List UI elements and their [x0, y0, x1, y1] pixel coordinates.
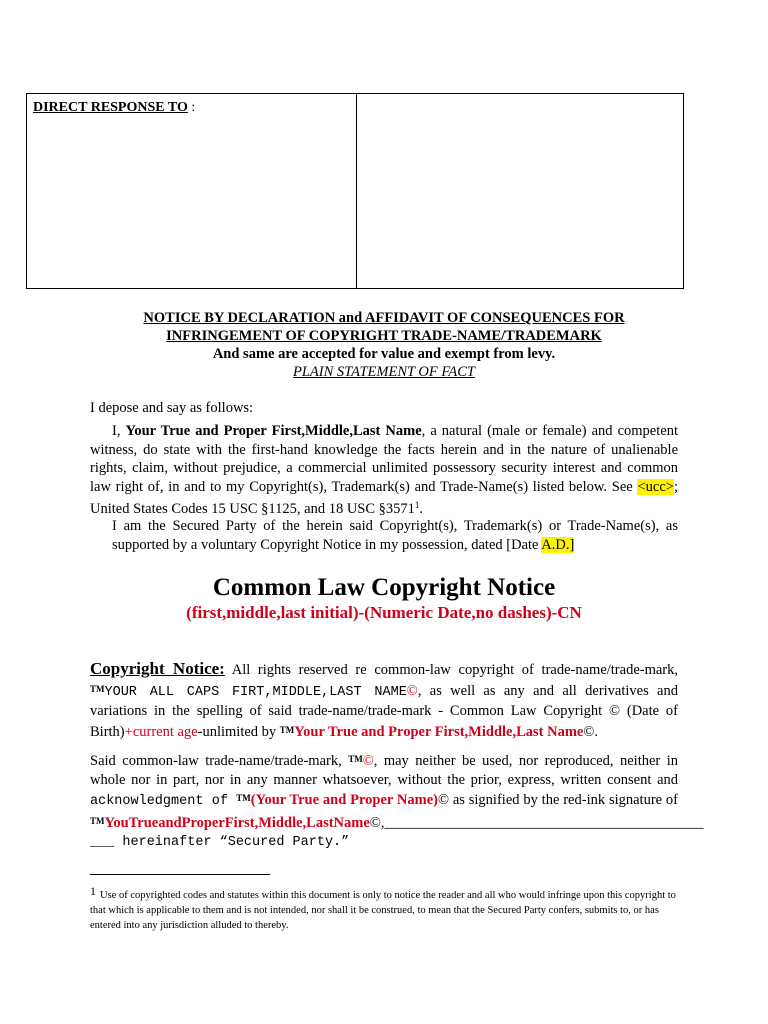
cn-text-3: -unlimited by [197, 723, 280, 740]
heading-line-3: And same are accepted for value and exempt from levy. [212, 346, 556, 362]
declaration-paragraph [90, 422, 678, 519]
p4-tm-2: TM [236, 793, 251, 803]
p4-text-1: Said common-law trade-name/trade-mark, [90, 753, 349, 769]
secured-party-paragraph [112, 517, 678, 554]
heading-line-1: NOTICE BY DECLARATION and AFFIDAVIT OF CONSEQUENCES FOR [143, 310, 625, 326]
cn-title: Common Law Copyright Notice [212, 574, 556, 601]
cn-text-4: ©. [583, 723, 599, 740]
ucc-highlight: <ucc> [637, 478, 674, 495]
direct-response-box [26, 93, 684, 289]
copyright-symbol: © [406, 682, 418, 699]
trademark-symbol: TM [90, 683, 105, 694]
cn-text-1: All rights reserved re common-law copyright of trade-name/trade-mark, [224, 662, 679, 678]
direct-response-cell [27, 94, 357, 288]
trademark-symbol-2: TM [279, 724, 295, 735]
p4-text-2: , may neither be used, nor reproduced, neither in whole nor in part, nor in any manner whatsoever, without the prior, express, written consent and [90, 753, 678, 788]
consent-paragraph [90, 750, 704, 853]
p4-secured-party: ___ hereinafter “Secured Party.” [90, 835, 350, 850]
para1-text-1: , a natural (male or female) and competent witness, do state with the first-hand knowledge the facts herein and in the nature of unalienable rights, claim, without prejudice, a commercial unlimited possessory security interest and common law right of, in and to my Copyright(s), Trademark(s) and Trade-Name(s) listed below. See [90, 423, 678, 495]
current-age: +current age [124, 723, 198, 740]
caps-name: YOUR ALL CAPS FIRT,MIDDLE,LAST NAME [104, 684, 407, 700]
para2-text: I am the Secured Party of the herein said Copyright(s), Trademark(s) or Trade-Name(s), as supported by a voluntary Copyright Notice in my possession, dated [Date [112, 518, 678, 553]
p4-tm-1: TM [348, 754, 363, 764]
declarant-name: Your True and Proper First,Middle,Last Name [125, 423, 422, 439]
footnote-text: Use of copyrighted codes and statutes within this document is only to notice the reader and all who would infringe upon this copyright to that which is applicable to them and is not intended, nor shall it be construed, to mean that the Secured Party confers, submits to, or has entered into any jurisdiction alluded to thereby. [90, 890, 676, 931]
para1-text-2: ; United States Codes 15 USC §1125, and 18 USC §3571 [90, 478, 678, 517]
depose-line: I depose and say as follows: [90, 400, 254, 416]
cn-name: Your True and Proper First,Middle,Last Name [294, 723, 584, 740]
direct-response-label: DIRECT RESPONSE TO [33, 100, 188, 115]
footnote-rule [90, 874, 270, 875]
direct-response-colon: : [187, 100, 196, 115]
copyright-notice-paragraph [90, 660, 678, 741]
ad-highlight: A.D.] [541, 536, 575, 553]
para1-end: . [419, 501, 424, 517]
footnote [90, 884, 680, 933]
p4-text-3: © as signified by the red-ink signature of [437, 792, 679, 808]
p4-name-2: YouTrueandProperFirst,Middle,LastName [104, 814, 370, 831]
p4-name: (Your True and Proper Name) [250, 792, 438, 808]
p4-tm-3: TM [90, 815, 105, 826]
cn-subtitle: (first,middle,last initial)-(Numeric Date,no dashes)-CN [186, 603, 582, 622]
p4-copy-1: © [362, 753, 374, 769]
p4-signature-line: ©,____________________________________________ [369, 814, 704, 831]
footnote-mark: 1 [90, 884, 96, 898]
heading-line-4: PLAIN STATEMENT OF FACT [293, 364, 475, 380]
p4-ack: acknowledgment of [90, 794, 237, 809]
notice-heading [26, 309, 742, 381]
footnote-ref: 1 [414, 500, 420, 510]
heading-line-2: INFRINGEMENT OF COPYRIGHT TRADE-NAME/TRADEMARK [166, 328, 602, 344]
cn-text-2: , as well as any and all derivatives and variations in the spelling of said trade-name/trade-mark - Common Law Copyright © (Date of Birth) [90, 682, 678, 740]
para1-i: I, [112, 423, 126, 439]
blank-cell [357, 94, 683, 288]
copyright-notice-heading: Copyright Notice: [90, 659, 225, 678]
